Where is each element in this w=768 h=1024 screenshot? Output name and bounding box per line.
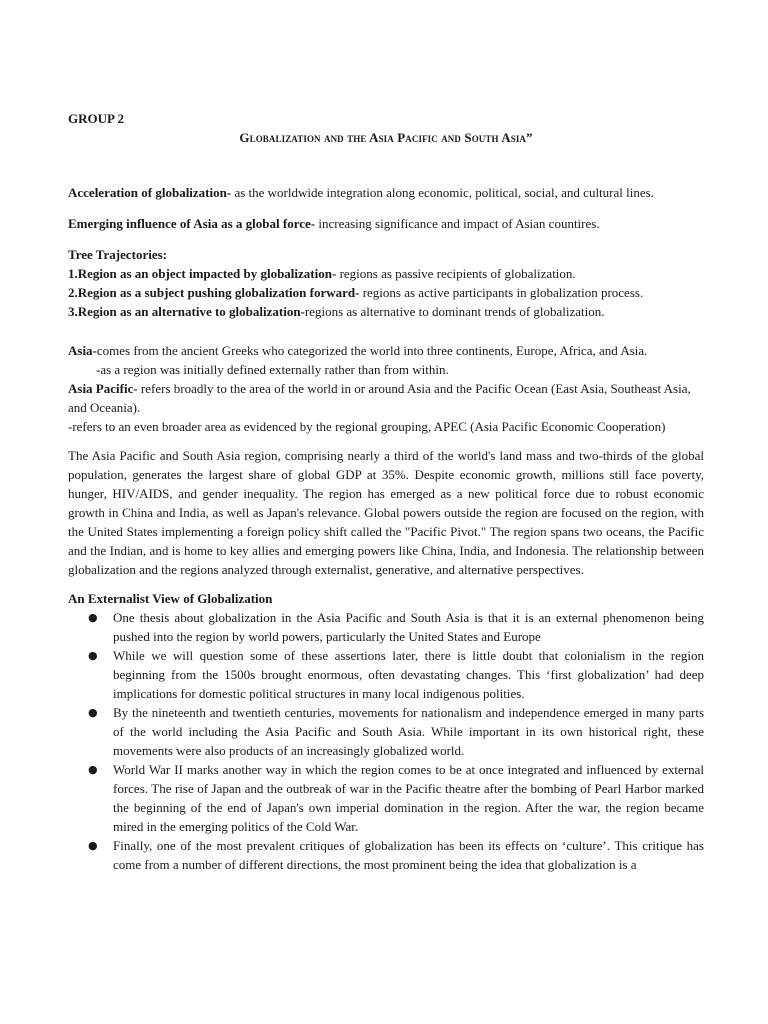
trajectory-item-2 xyxy=(68,283,704,302)
bullet-text: By the nineteenth and twentieth centuries, movements for nationalism and independence emerged in many parts of the world including the Asia Pacific and South Asia. While important in its own historical right, these movements were also products of an increasingly globalized world. xyxy=(113,705,704,758)
document-body xyxy=(68,109,704,874)
trajectory-item-1 xyxy=(68,264,704,283)
definition-emerging-influence xyxy=(68,214,704,233)
trajectory-term: 3.Region as an alternative to globalization- xyxy=(68,304,305,319)
trajectory-text: regions as passive recipients of globalization. xyxy=(336,266,576,281)
asia-term: Asia- xyxy=(68,343,97,358)
externalist-heading: An Externalist View of Globalization xyxy=(68,591,273,606)
definition-term: Emerging influence of Asia as a global force- xyxy=(68,216,316,231)
bullet-text: While we will question some of these assertions later, there is little doubt that colonialism in the region beginning from the 1500s brought enormous, often devastating changes. This ‘first globalization’ had deep implications for domestic political structures in many local indigenous polities. xyxy=(113,648,704,701)
trajectory-term: 1.Region as an object impacted by globalization- xyxy=(68,266,337,281)
definition-acceleration xyxy=(68,183,704,202)
bullet-icon: ● xyxy=(88,611,98,624)
definition-text: as the worldwide integration along economic, political, social, and cultural lines. xyxy=(231,185,654,200)
definition-text: increasing significance and impact of Asian countires. xyxy=(315,216,600,231)
asia-pacific-text: refers broadly to the area of the world in or around Asia and the Pacific Ocean (East Asia, Southeast Asia, and Oceania). xyxy=(68,381,691,415)
bullet-text: World War II marks another way in which the region comes to be at once integrated and influenced by external forces. The rise of Japan and the outbreak of war in the Pacific theatre after the bombing of Pearl Harbor marked the beginning of the end of Japan's own imperial domination in the region. After the war, the region became mired in the emerging politics of the Cold War. xyxy=(113,762,704,834)
list-item xyxy=(68,608,704,646)
definition-term: Acceleration of globalization- xyxy=(68,185,232,200)
externalist-bullet-list xyxy=(68,608,704,874)
bullet-icon: ● xyxy=(88,763,98,776)
bullet-text: Finally, one of the most prevalent critiques of globalization has been its effects on ‘culture’. This critique has come from a number of different directions, the most prominent being the idea that globalization is a xyxy=(113,838,704,872)
asia-pacific-definition xyxy=(68,379,704,417)
asia-subline: -as a region was initially defined externally rather than from within. xyxy=(96,362,449,377)
document-title: Globalization and the Asia Pacific and South Asia” xyxy=(239,130,533,145)
list-item xyxy=(68,760,704,836)
bullet-icon: ● xyxy=(88,839,98,852)
body-paragraph: The Asia Pacific and South Asia region, comprising nearly a third of the world's land mass and two-thirds of the global population, generates the largest share of global GDP at 35%. Despite economic growth, millions still face poverty, hunger, HIV/AIDS, and gender inequality. The region has emerged as a new political force due to robust economic growth in China and India, as well as Japan's relevance. Global powers outside the region are focused on the region, with the United States implementing a foreign policy shift called the "Pacific Pivot." The region spans two oceans, the Pacific and the Indian, and is home to key allies and emerging powers like China, India, and Indonesia. The relationship between globalization and the regions analyzed through externalist, generative, and alternative perspectives. xyxy=(68,448,704,577)
trajectory-term: 2.Region as a subject pushing globalization forward- xyxy=(68,285,360,300)
trajectories-heading: Tree Trajectories: xyxy=(68,247,168,262)
asia-text: comes from the ancient Greeks who categorized the world into three continents, Europe, Africa, and Asia. xyxy=(96,343,648,358)
bullet-text: One thesis about globalization in the Asia Pacific and South Asia is that it is an external phenomenon being pushed into the region by world powers, particularly the United States and Europe xyxy=(113,610,704,644)
group-label: GROUP 2 xyxy=(68,111,124,126)
bullet-icon: ● xyxy=(88,649,98,662)
trajectory-text: regions as active participants in globalization process. xyxy=(359,285,644,300)
list-item xyxy=(68,703,704,760)
trajectory-item-3 xyxy=(68,302,704,321)
asia-pacific-term: Asia Pacific- xyxy=(68,381,138,396)
list-item xyxy=(68,646,704,703)
bullet-icon: ● xyxy=(88,706,98,719)
asia-pacific-subline: -refers to an even broader area as evidenced by the regional grouping, APEC (Asia Pacific Economic Cooperation) xyxy=(68,419,666,434)
asia-definition xyxy=(68,341,704,360)
trajectory-text: regions as alternative to dominant trends of globalization. xyxy=(304,304,605,319)
list-item xyxy=(68,836,704,874)
